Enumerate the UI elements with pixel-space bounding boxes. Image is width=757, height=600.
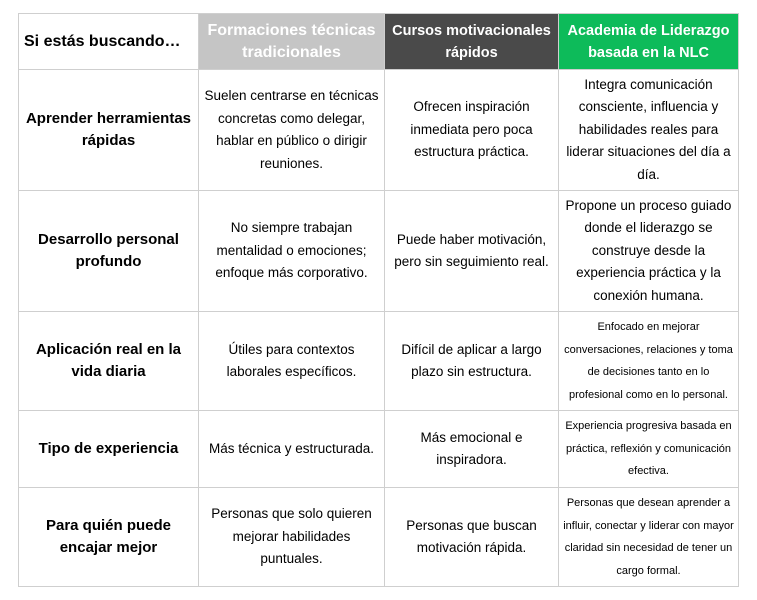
cell-motivational: Difícil de aplicar a largo plazo sin estructura. — [385, 312, 559, 411]
cell-motivational: Más emocional e inspiradora. — [385, 411, 559, 488]
header-row — [19, 14, 739, 70]
cell-motivational: Personas que buscan motivación rápida. — [385, 488, 559, 587]
cell-traditional: Suelen centrarse en técnicas concretas como delegar, hablar en público o dirigir reuniones. — [199, 70, 385, 191]
cell-academy: Propone un proceso guiado donde el liderazgo se construye desde la experiencia práctica y la conexión humana. — [559, 191, 739, 312]
table-row — [19, 312, 739, 411]
cell-traditional: Útiles para contextos laborales específicos. — [199, 312, 385, 411]
table-row — [19, 70, 739, 191]
cell-motivational: Puede haber motivación, pero sin seguimiento real. — [385, 191, 559, 312]
comparison-table — [18, 13, 739, 587]
comparison-table-container — [18, 13, 739, 587]
row-label: Desarrollo personal profundo — [19, 191, 199, 312]
cell-traditional: Personas que solo quieren mejorar habilidades puntuales. — [199, 488, 385, 587]
row-label: Aprender herramientas rápidas — [19, 70, 199, 191]
header-leadership-academy: Academia de Liderazgo basada en la NLC — [559, 14, 739, 70]
table-row — [19, 488, 739, 587]
header-criteria: Si estás buscando… — [19, 14, 199, 70]
header-traditional-training: Formaciones técnicas tradicionales — [199, 14, 385, 70]
table-row — [19, 191, 739, 312]
cell-traditional: No siempre trabajan mentalidad o emociones; enfoque más corporativo. — [199, 191, 385, 312]
cell-academy: Experiencia progresiva basada en práctica, reflexión y comunicación efectiva. — [559, 411, 739, 488]
table-row — [19, 411, 739, 488]
row-label: Para quién puede encajar mejor — [19, 488, 199, 587]
cell-academy: Personas que desean aprender a influir, conectar y liderar con mayor claridad sin necesidad de tener un cargo formal. — [559, 488, 739, 587]
cell-traditional: Más técnica y estructurada. — [199, 411, 385, 488]
header-motivational-courses: Cursos motivacionales rápidos — [385, 14, 559, 70]
row-label: Tipo de experiencia — [19, 411, 199, 488]
cell-academy: Integra comunicación consciente, influencia y habilidades reales para liderar situaciones del día a día. — [559, 70, 739, 191]
row-label: Aplicación real en la vida diaria — [19, 312, 199, 411]
cell-academy: Enfocado en mejorar conversaciones, relaciones y toma de decisiones tanto en lo profesional como en lo personal. — [559, 312, 739, 411]
cell-motivational: Ofrecen inspiración inmediata pero poca estructura práctica. — [385, 70, 559, 191]
